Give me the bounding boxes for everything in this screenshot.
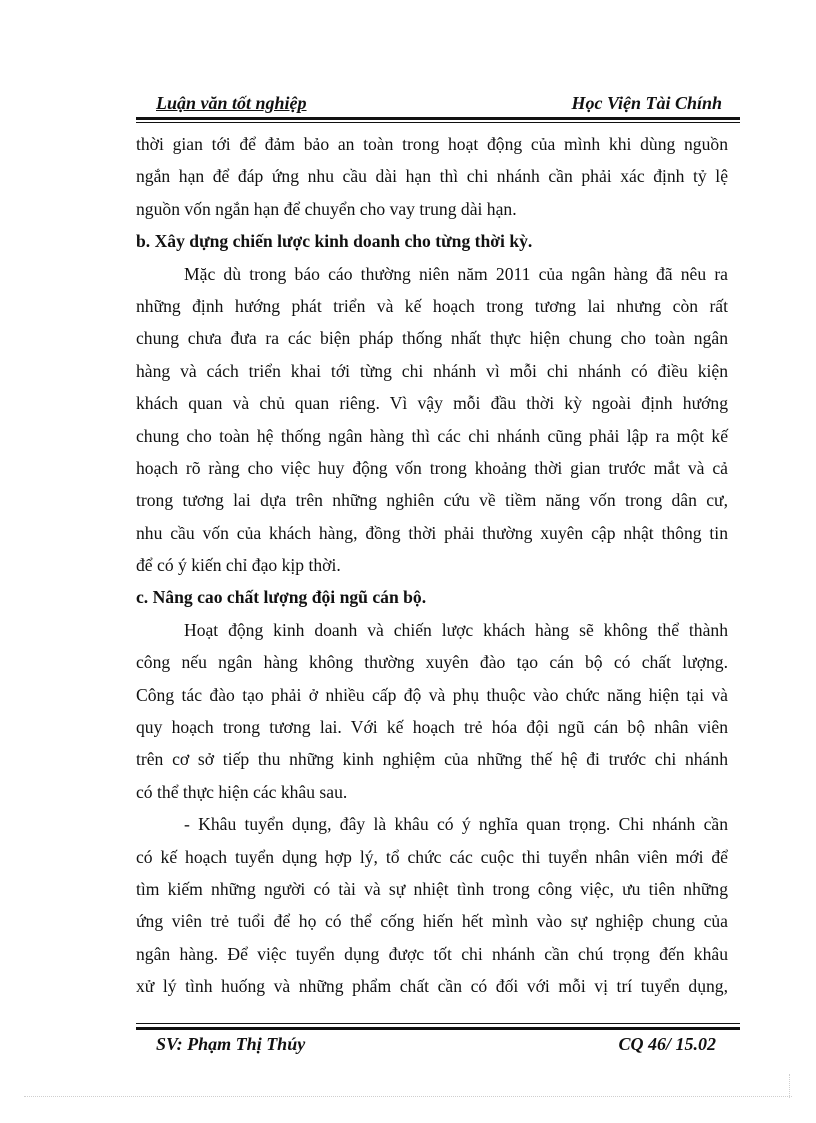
text-line: tìm kiếm những người có tài và sự nhiệt tình trong công việc, ưu tiên những xyxy=(136,878,728,899)
footer-rule-thick xyxy=(136,1027,740,1030)
text-line: - Khâu tuyển dụng, đây là khâu có ý nghĩa quan trọng. Chi nhánh cần xyxy=(184,814,728,835)
footer-student-name: SV: Phạm Thị Thúy xyxy=(156,1034,306,1054)
header-rule-thin xyxy=(136,122,740,123)
text-line: quy hoạch trong tương lai. Với kế hoạch trẻ hóa đội ngũ cán bộ nhân viên xyxy=(136,717,728,738)
section-heading-c: c. Nâng cao chất lượng đội ngũ cán bộ. xyxy=(136,587,427,608)
text-line: có kế hoạch tuyển dụng hợp lý, tổ chức các cuộc thi tuyển nhân viên mới để xyxy=(136,846,728,867)
text-line: ngân hàng. Để việc tuyển dụng được tốt chi nhánh cần chú trọng đến khâu xyxy=(136,943,728,964)
text-line: Công tác đào tạo phải ở nhiều cấp độ và phụ thuộc vào chức năng hiện tại và xyxy=(136,684,728,705)
body-text xyxy=(136,128,728,1003)
section-heading-b: b. Xây dựng chiến lược kinh doanh cho từng thời kỳ. xyxy=(136,231,533,252)
header-institution: Học Viện Tài Chính xyxy=(571,93,722,113)
header-thesis-title: Luận văn tốt nghiệp xyxy=(156,93,307,113)
page-corner-guide xyxy=(789,1074,790,1098)
text-line: công nếu ngân hàng không thường xuyên đào tạo cán bộ có chất lượng. xyxy=(136,652,728,673)
text-line: Hoạt động kinh doanh và chiến lược khách hàng sẽ không thể thành xyxy=(184,619,728,640)
page-edge-guide xyxy=(24,1096,792,1097)
text-line: Mặc dù trong báo cáo thường niên năm 2011 của ngân hàng đã nêu ra xyxy=(184,263,728,284)
header-rule-thick xyxy=(136,117,740,120)
text-line: chung chưa đưa ra các biện pháp thống nhất thực hiện chung cho toàn ngân xyxy=(136,328,728,349)
text-line: chung cho toàn hệ thống ngân hàng thì các chi nhánh cũng phải lập ra một kế xyxy=(136,425,728,446)
text-line: trên cơ sở tiếp thu những kinh nghiệm của những thế hệ đi trước chi nhánh xyxy=(136,749,728,770)
text-line: nhu cầu vốn của khách hàng, đồng thời phải thường xuyên cập nhật thông tin xyxy=(136,522,728,543)
text-line: trong tương lai dựa trên những nghiên cứu về tiềm năng vốn trong dân cư, xyxy=(136,490,728,511)
text-line: xử lý tình huống và những phẩm chất cần có đối với mỗi vị trí tuyển dụng, xyxy=(136,976,728,997)
text-line: khách quan và chủ quan riêng. Vì vậy mỗi đầu thời kỳ ngoài định hướng xyxy=(136,393,728,414)
text-line: để có ý kiến chỉ đạo kịp thời. xyxy=(136,555,341,576)
footer-rule-thin xyxy=(136,1023,740,1024)
text-line: hoạch rõ ràng cho việc huy động vốn trong khoảng thời gian trước mắt và cả xyxy=(136,457,728,478)
text-line: thời gian tới để đảm bảo an toàn trong hoạt động của mình khi dùng nguồn xyxy=(136,134,728,154)
text-line: ngắn hạn để đáp ứng nhu cầu dài hạn thì chi nhánh cần phải xác định tỷ lệ xyxy=(136,166,728,187)
text-line: hàng và cách triển khai tới từng chi nhánh vì mỗi chi nhánh có điều kiện xyxy=(136,360,728,381)
text-line: nguồn vốn ngắn hạn để chuyển cho vay trung dài hạn. xyxy=(136,198,517,219)
text-line: những định hướng phát triển và kế hoạch trong tương lai nhưng còn rất xyxy=(136,295,728,316)
text-line: có thể thực hiện các khâu sau. xyxy=(136,781,348,802)
text-line: ứng viên trẻ tuổi để họ có thể cống hiến hết mình vào sự nghiệp chung của xyxy=(136,911,728,932)
page-footer xyxy=(136,1034,740,1064)
footer-class-code: CQ 46/ 15.02 xyxy=(618,1034,716,1054)
